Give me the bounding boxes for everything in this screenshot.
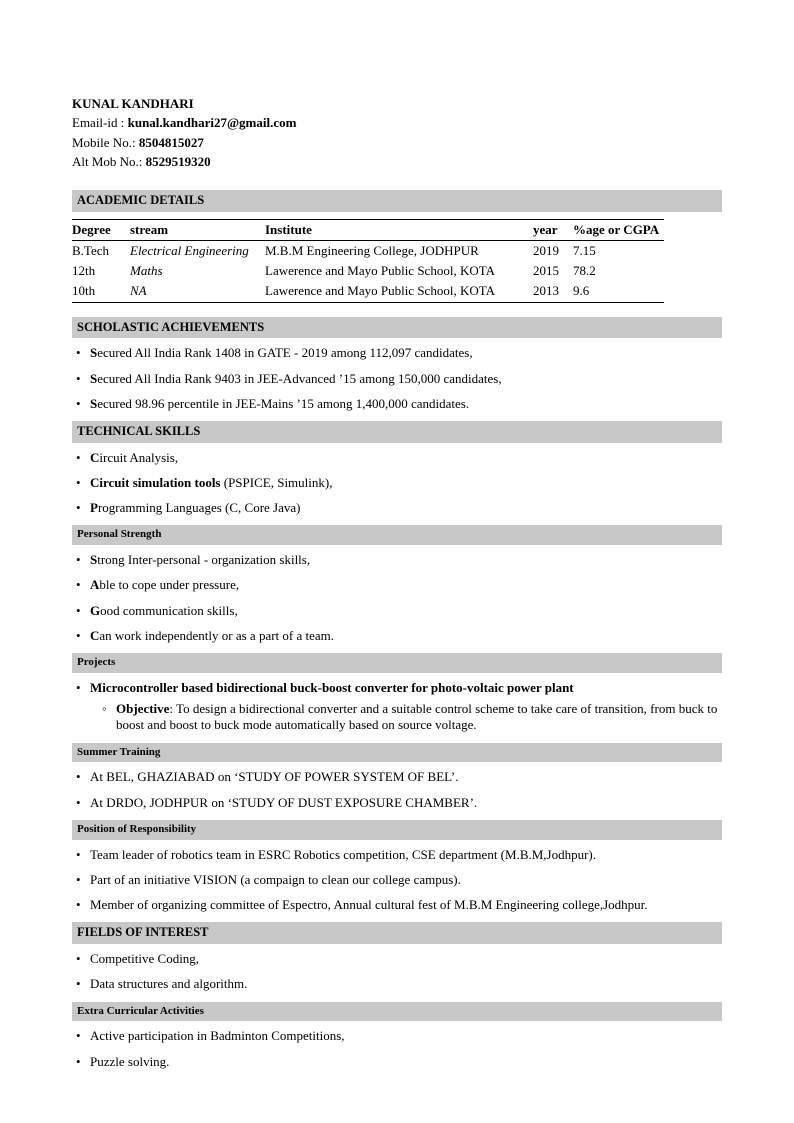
disc-bullet-icon: • [76,769,81,785]
section-summer-training [72,743,722,811]
table-header-row [72,219,664,240]
list-item [72,951,722,967]
table-cell: 78.2 [573,263,596,279]
table-cell: Lawerence and Mayo Public School, KOTA [265,263,496,279]
list-item-text [90,345,722,361]
list-item-text [90,475,722,491]
column-header: year [533,219,573,240]
text-segment: At BEL, GHAZIABAD on ‘STUDY OF POWER SYSTEM OF BEL’. [90,769,459,785]
list-item [72,371,722,387]
text-segment: Part of an initiative VISION (a compaign to clean our college campus). [90,871,461,887]
text-segment: Microcontroller based bidirectional buck-boost converter for photo-voltaic power plant [90,679,574,695]
table-row [72,281,664,302]
resume-sections [72,190,722,1070]
list-item-text [90,577,722,593]
list-item-text [90,951,722,967]
section-scholastic-achievements [72,317,722,412]
list-item [72,976,722,992]
list-item-text [90,603,722,619]
table-cell: Maths [130,263,163,279]
disc-bullet-icon: • [76,1028,81,1044]
section-position-of-responsibility [72,820,722,914]
text-segment: S [90,345,98,361]
table-cell: NA [130,283,147,299]
column-header: Institute [265,219,533,240]
text-segment: trong Inter-personal - organization skills, [97,552,311,568]
list-item [72,628,722,644]
text-segment: an work independently or as a part of a team. [99,627,335,643]
table-cell: 2015 [533,263,559,279]
list-item-text [90,680,722,696]
section-academic-details [72,190,722,303]
list-item-text [90,769,722,785]
list-item [72,396,722,412]
mobile-label: Mobile No.: [72,134,139,150]
list-item-text [90,872,722,888]
list-item-text [90,1054,722,1070]
list-item-text [90,450,722,466]
text-segment: ecured All India Rank 9403 in JEE-Advanced ’15 among 150,000 candidates, [97,370,502,386]
disc-bullet-icon: • [76,846,81,862]
section-title-bar-extra-curricular-activities: Extra Curricular Activities [72,1002,722,1022]
list-item [72,795,722,811]
table-cell: 12th [72,263,96,279]
disc-bullet-icon: • [76,602,81,618]
text-segment: G [90,602,101,618]
text-segment: ecured 98.96 percentile in JEE-Mains ’15 among 1,400,000 candidates. [97,395,470,411]
disc-bullet-icon: • [76,552,81,568]
mobile-value: 8504815027 [138,134,204,150]
email-value: kunal.kandhari27@gmail.com [127,115,297,131]
candidate-name: KUNAL KANDHARI [72,96,194,111]
disc-bullet-icon: • [76,976,81,992]
list-item-text [90,371,722,387]
text-segment: Puzzle solving. [90,1053,170,1069]
list-item-text [90,976,722,992]
list-item-text [90,847,722,863]
list-item [72,603,722,619]
disc-bullet-icon: • [76,627,81,643]
email-line [72,115,722,131]
section-title-bar-fields-of-interest: FIELDS OF INTEREST [72,922,722,944]
disc-bullet-icon: • [76,577,81,593]
disc-bullet-icon: • [76,871,81,887]
alt-mobile-line [72,154,722,170]
column-header: stream [130,219,265,240]
text-segment: At DRDO, JODHPUR on ‘STUDY OF DUST EXPOSURE CHAMBER’. [90,794,478,810]
text-segment: S [90,552,98,568]
section-projects [72,653,722,734]
disc-bullet-icon: • [76,679,81,695]
list-item [72,847,722,863]
text-segment: Member of organizing committee of Espectro, Annual cultural fest of M.B.M Engineering college,Jodhpur. [90,897,648,913]
disc-bullet-icon: • [76,897,81,913]
table-cell: 9.6 [573,283,590,299]
text-segment: (PSPICE, Simulink), [220,474,333,490]
list-item-text [90,1028,722,1044]
alt-mobile-label: Alt Mob No.: [72,153,146,169]
section-personal-strength [72,525,722,644]
list-item [72,680,722,696]
list-item [72,500,722,516]
text-segment: S [90,370,98,386]
section-extra-curricular-activities [72,1002,722,1070]
table-row [72,261,664,281]
table-cell: 10th [72,283,96,299]
list-item-text [90,500,722,516]
email-label: Email-id : [72,115,128,131]
circle-bullet-icon: ◦ [102,701,107,717]
disc-bullet-icon: • [76,500,81,516]
section-title-bar-technical-skills: TECHNICAL SKILLS [72,421,722,443]
text-segment: C [90,627,100,643]
section-title-bar-scholastic-achievements: SCHOLASTIC ACHIEVEMENTS [72,317,722,339]
table-row [72,240,664,261]
disc-bullet-icon: • [76,395,81,411]
list-item [72,769,722,785]
disc-bullet-icon: • [76,474,81,490]
text-segment: Objective [116,701,170,717]
list-item [72,872,722,888]
table-cell: B.Tech [72,242,109,258]
alt-mobile-value: 8529519320 [145,153,211,169]
list-item [72,577,722,593]
table-cell: Lawerence and Mayo Public School, KOTA [265,283,496,299]
text-segment: ecured All India Rank 1408 in GATE - 2019 among 112,097 candidates, [97,345,473,361]
disc-bullet-icon: • [76,449,81,465]
column-header: %age or CGPA [573,219,664,240]
text-segment: : To design a bidirectional converter and a suitable control scheme to take care of transition, from buck to boost and boost to buck mode automatically based on source voltage. [116,701,718,733]
section-title-bar-position-of-responsibility: Position of Responsibility [72,820,722,840]
list-item [72,1028,722,1044]
text-segment: Competitive Coding, [90,951,200,966]
disc-bullet-icon: • [76,794,81,810]
table-cell: 2019 [533,242,559,258]
disc-bullet-icon: • [76,345,81,361]
list-item-text [90,396,722,412]
text-segment: A [90,577,100,593]
mobile-line [72,135,722,151]
disc-bullet-icon: • [76,370,81,386]
disc-bullet-icon: • [76,1053,81,1069]
list-item-text [90,628,722,644]
section-title-bar-summer-training: Summer Training [72,743,722,763]
text-segment: S [90,395,98,411]
table-body [72,240,664,302]
section-title-bar-projects: Projects [72,653,722,673]
text-segment: P [90,500,98,516]
text-segment: Active participation in Badminton Competitions, [90,1028,345,1044]
list-item [72,345,722,361]
text-segment: C [90,449,100,465]
list-item-text [90,552,722,568]
text-segment: ood communication skills, [100,602,238,618]
column-header: Degree [72,219,130,240]
section-title-bar-personal-strength: Personal Strength [72,525,722,545]
section-title-bar-academic-details: ACADEMIC DETAILS [72,190,722,212]
table-cell: M.B.M Engineering College, JODHPUR [265,242,479,258]
text-segment: Data structures and algorithm. [90,976,248,992]
list-item [72,450,722,466]
section-fields-of-interest [72,922,722,992]
list-item [72,475,722,491]
list-item-text [90,795,722,811]
list-item-text [90,897,722,913]
table-cell: 7.15 [573,242,596,258]
text-segment: Circuit simulation tools [90,474,221,490]
list-item [72,1054,722,1070]
contact-header [72,96,722,170]
list-item-text [116,701,722,734]
list-item [72,701,722,734]
list-item [72,897,722,913]
text-segment: ble to cope under pressure, [99,577,240,593]
disc-bullet-icon: • [76,951,81,966]
list-item [72,552,722,568]
table-cell: 2013 [533,283,559,299]
section-technical-skills [72,421,722,516]
academic-table [72,219,664,303]
table-head [72,219,664,240]
text-segment: rogramming Languages (C, Core Java) [97,500,301,516]
text-segment: ircuit Analysis, [99,449,179,465]
table-cell: Electrical Engineering [130,242,249,258]
text-segment: Team leader of robotics team in ESRC Robotics competition, CSE department (M.B.M,Jodhpur). [90,846,597,862]
